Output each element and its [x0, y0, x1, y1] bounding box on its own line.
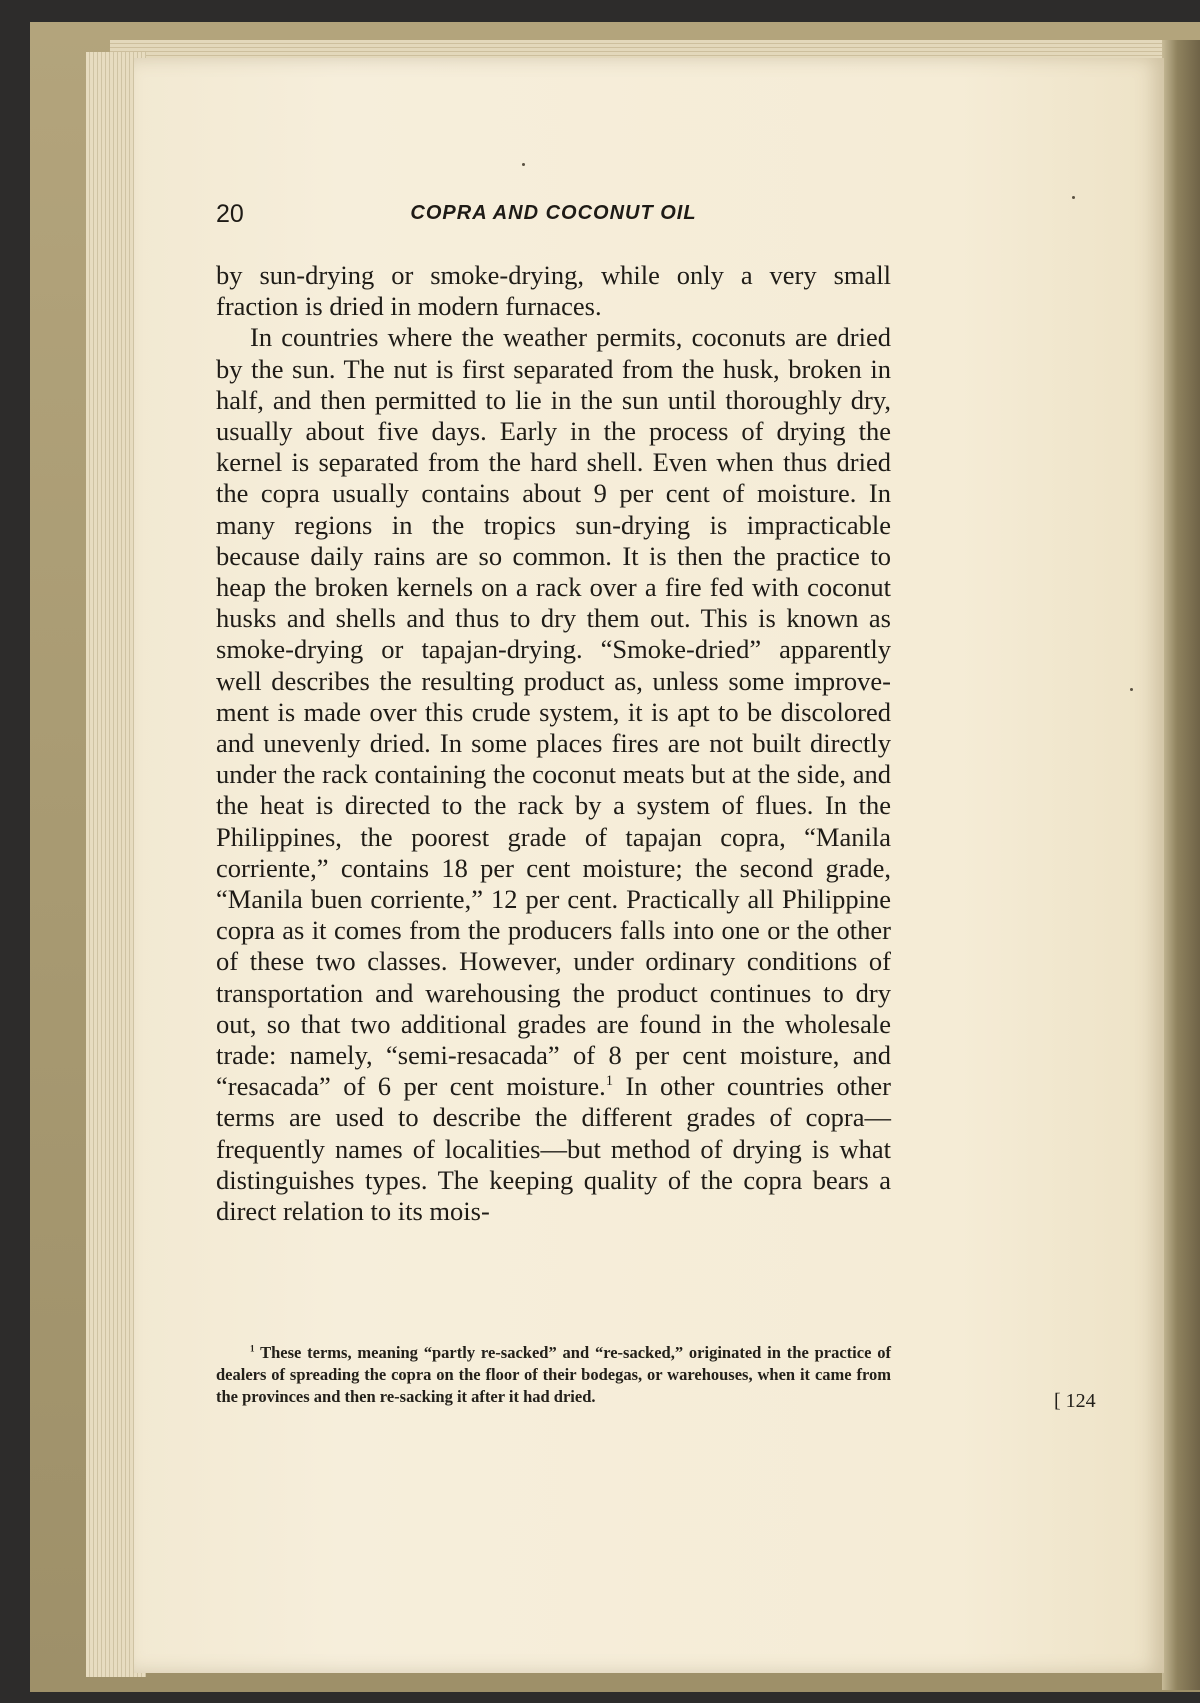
- ink-speck: [1130, 688, 1133, 691]
- ink-speck: [1072, 196, 1075, 199]
- footnote-text: These terms, meaning “partly re-sacked” and “re-sacked,” originated in the practice of dealers of spreading the copra on the floor of their bodegas, or warehouses, when it came from the provinces and then re-sacking it after it had dried.: [216, 1343, 891, 1406]
- paragraph: [216, 322, 891, 1227]
- footnote-marker: 1: [250, 1343, 255, 1354]
- page-number: 20: [216, 200, 244, 228]
- book-spine-shadow: [1162, 40, 1200, 1690]
- page-edges-top: [110, 40, 1170, 60]
- body-text: [216, 260, 891, 1227]
- ink-speck: [522, 163, 525, 166]
- signature-mark: [ 124: [1054, 1390, 1096, 1412]
- footnote: [216, 1342, 891, 1408]
- footnote-reference: 1: [605, 1073, 613, 1090]
- paragraph: by sun-drying or smoke-drying, while only a very small fraction is dried in modern furnaces.: [216, 260, 891, 322]
- book-title: COPRA AND COCONUT OIL: [410, 202, 697, 224]
- paragraph-text: In countries where the weather permits, coconuts are dried by the sun. The nut is first separated from the husk, broken in half, and then permitted to lie in the sun until thoroughly dry, usually about five days. Early in the process of drying the kernel is separated from the hard shell. Even when thus dried the copra usually contains about 9 per cent of moisture. In many regions in the tropics sun-drying is impracticable because daily rains are so common. It is then the practice to heap the broken kernels on a rack over a fire fed with coconut husks and shells and thus to dry them out. This is known as smoke-drying or tapajan-drying. “Smoke-dried” apparently well describes the resulting product as, unless some improvement is made over this crude system, it is apt to be discolored and unevenly dried. In some places fires are not built directly under the rack containing the coconut meats but at the side, and the heat is directed to the rack by a system of flues. In the Philippines, the poorest grade of tapajan copra, “Manila corriente,” contains 18 per cent moisture; the second grade, “Manila buen corriente,” 12 per cent. Practically all Philippine copra as it comes from the producers falls into one or the other of these two classes. However, under ordinary conditions of transportation and warehousing the product continues to dry out, so that two additional grades are found in the wholesale trade: namely, “semi-resacada” of 8 per cent moisture, and “resacada” of 6 per cent moisture.: [216, 322, 891, 1102]
- paragraph-text-continued: In other countries other terms are used to describe the different grades of copra—frequently names of localities—but method of drying is what distinguishes types. The keeping quality of the copra bears a direct relation to its mois-: [216, 1071, 891, 1227]
- running-head: [216, 200, 891, 234]
